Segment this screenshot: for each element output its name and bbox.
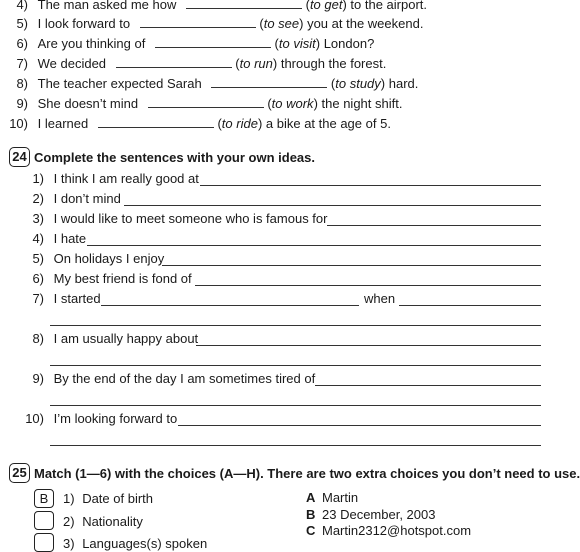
ex24-item-1 bbox=[0, 171, 199, 187]
item-number: 10) bbox=[9, 116, 28, 131]
answer-line[interactable] bbox=[399, 305, 541, 306]
item-text-end: to the airport. bbox=[350, 0, 428, 12]
ex23-item-6: 6) Are you thinking of (to visit) London? bbox=[0, 35, 374, 52]
answer-blank[interactable] bbox=[116, 55, 232, 68]
item-text-end: a bike at the age of 5. bbox=[265, 116, 391, 131]
item-text-end: London? bbox=[323, 36, 375, 51]
item-text: The man asked me how bbox=[37, 0, 177, 12]
ex24-item-2 bbox=[0, 191, 121, 207]
choice-c bbox=[306, 523, 471, 539]
answer-line[interactable] bbox=[200, 185, 541, 186]
ex23-item-10: 10) I learned (to ride) a bike at the age of 5. bbox=[0, 115, 391, 132]
item-number: 3) bbox=[32, 211, 44, 226]
ex25-item-3 bbox=[63, 536, 207, 552]
item-text-end: the night shift. bbox=[321, 96, 403, 111]
item-number: 1) bbox=[32, 171, 44, 186]
ex24-item-9 bbox=[0, 371, 315, 387]
item-text: I started bbox=[53, 291, 101, 306]
answer-line[interactable] bbox=[162, 265, 541, 266]
item-number: 8) bbox=[32, 331, 44, 346]
answer-line[interactable] bbox=[178, 425, 541, 426]
item-number: 7) bbox=[16, 56, 28, 71]
ex24-item-6 bbox=[0, 271, 192, 287]
answer-line[interactable] bbox=[50, 365, 541, 366]
item-number: 6) bbox=[16, 36, 28, 51]
item-number: 2) bbox=[63, 514, 75, 529]
ex24-item-7 bbox=[0, 291, 101, 307]
ex23-item-8: 8) The teacher expected Sarah (to study) hard. bbox=[0, 75, 418, 92]
item-text: By the end of the day I am sometimes tired of bbox=[53, 371, 316, 386]
item-text-end: through the forest. bbox=[280, 56, 387, 71]
item-text-end: you at the weekend. bbox=[307, 16, 424, 31]
ex24-item-8 bbox=[0, 331, 198, 347]
item-text: The teacher expected Sarah bbox=[37, 76, 202, 91]
item-number: 6) bbox=[32, 271, 44, 286]
item-text: Languages(s) spoken bbox=[82, 536, 208, 551]
ex25-item-1 bbox=[63, 491, 153, 507]
ex23-item-7: 7) We decided (to run) through the forest. bbox=[0, 55, 386, 72]
item-connector: when bbox=[364, 291, 396, 306]
item-text: On holidays I enjoy bbox=[53, 251, 165, 266]
ex24-item-4 bbox=[0, 231, 86, 247]
verb-hint: to get bbox=[309, 0, 343, 12]
verb-hint: to visit bbox=[278, 36, 316, 51]
ex23-item-9: 9) She doesn’t mind (to work) the night shift. bbox=[0, 95, 402, 112]
item-text: My best friend is fond of bbox=[53, 271, 192, 286]
answer-blank[interactable] bbox=[148, 95, 264, 108]
item-text: I look forward to bbox=[37, 16, 131, 31]
item-text: I don’t mind bbox=[53, 191, 121, 206]
answer-blank[interactable] bbox=[98, 115, 214, 128]
verb-hint: to ride bbox=[221, 116, 258, 131]
verb-hint: to work bbox=[271, 96, 314, 111]
choice-letter: C bbox=[306, 523, 316, 538]
ex24-item-3 bbox=[0, 211, 327, 227]
item-number: 5) bbox=[16, 16, 28, 31]
item-number: 10) bbox=[25, 411, 44, 426]
item-text: We decided bbox=[37, 56, 107, 71]
ex24-item-5 bbox=[0, 251, 164, 267]
item-text: Nationality bbox=[82, 514, 143, 529]
item-text: Date of birth bbox=[82, 491, 154, 506]
item-number: 5) bbox=[32, 251, 44, 266]
choice-text: Martin2312@hotspot.com bbox=[322, 523, 472, 538]
exercise-number-badge: 24 bbox=[9, 147, 30, 167]
item-number: 3) bbox=[63, 536, 75, 551]
answer-line[interactable] bbox=[50, 325, 541, 326]
item-text-end: hard. bbox=[388, 76, 419, 91]
answer-line[interactable] bbox=[315, 385, 541, 386]
choice-text: 23 December, 2003 bbox=[322, 507, 436, 522]
answer-box[interactable] bbox=[34, 533, 54, 552]
verb-hint: to run bbox=[239, 56, 273, 71]
answer-blank[interactable] bbox=[211, 75, 327, 88]
item-number: 4) bbox=[16, 0, 28, 12]
answer-line[interactable] bbox=[50, 445, 541, 446]
item-number: 9) bbox=[32, 371, 44, 386]
item-text: I am usually happy about bbox=[53, 331, 199, 346]
choice-a bbox=[306, 490, 358, 506]
item-text: I think I am really good at bbox=[53, 171, 199, 186]
verb-hint: to see bbox=[263, 16, 300, 31]
answer-box[interactable]: B bbox=[34, 489, 54, 508]
answer-box[interactable] bbox=[34, 511, 54, 530]
ex23-item-4: 4) The man asked me how (to get) to the airport. bbox=[0, 0, 427, 13]
exercise-title: Complete the sentences with your own ideas. bbox=[34, 150, 316, 165]
item-number: 1) bbox=[63, 491, 75, 506]
item-number: 7) bbox=[32, 291, 44, 306]
ex23-item-5: 5) I look forward to (to see) you at the weekend. bbox=[0, 15, 423, 32]
item-text: Are you thinking of bbox=[37, 36, 146, 51]
item-number: 4) bbox=[32, 231, 44, 246]
item-text: I’m looking forward to bbox=[53, 411, 178, 426]
answer-line[interactable] bbox=[196, 345, 541, 346]
item-text: I hate bbox=[53, 231, 87, 246]
choice-letter: B bbox=[306, 507, 316, 522]
answer-line[interactable] bbox=[50, 405, 541, 406]
answer-line[interactable] bbox=[87, 245, 541, 246]
answer-line[interactable] bbox=[327, 225, 541, 226]
answer-line[interactable] bbox=[101, 305, 359, 306]
item-number: 2) bbox=[32, 191, 44, 206]
ex25-item-2 bbox=[63, 514, 143, 530]
answer-blank[interactable] bbox=[155, 35, 271, 48]
verb-hint: to study bbox=[335, 76, 381, 91]
answer-line[interactable] bbox=[195, 285, 541, 286]
answer-blank[interactable] bbox=[186, 0, 302, 9]
item-text: I would like to meet someone who is famous for bbox=[53, 211, 328, 226]
ex24-item-10 bbox=[0, 411, 177, 427]
exercise-number-badge: 25 bbox=[9, 463, 30, 483]
answer-line[interactable] bbox=[124, 205, 541, 206]
choice-b bbox=[306, 507, 435, 523]
item-number: 9) bbox=[16, 96, 28, 111]
item-text: She doesn’t mind bbox=[37, 96, 139, 111]
item-text: I learned bbox=[37, 116, 89, 131]
answer-blank[interactable] bbox=[140, 15, 256, 28]
choice-letter: A bbox=[306, 490, 316, 505]
item-number: 8) bbox=[16, 76, 28, 91]
choice-text: Martin bbox=[322, 490, 359, 505]
exercise-title: Match (1—6) with the choices (A—H). There are two extra choices you don’t need to use. bbox=[34, 466, 580, 481]
